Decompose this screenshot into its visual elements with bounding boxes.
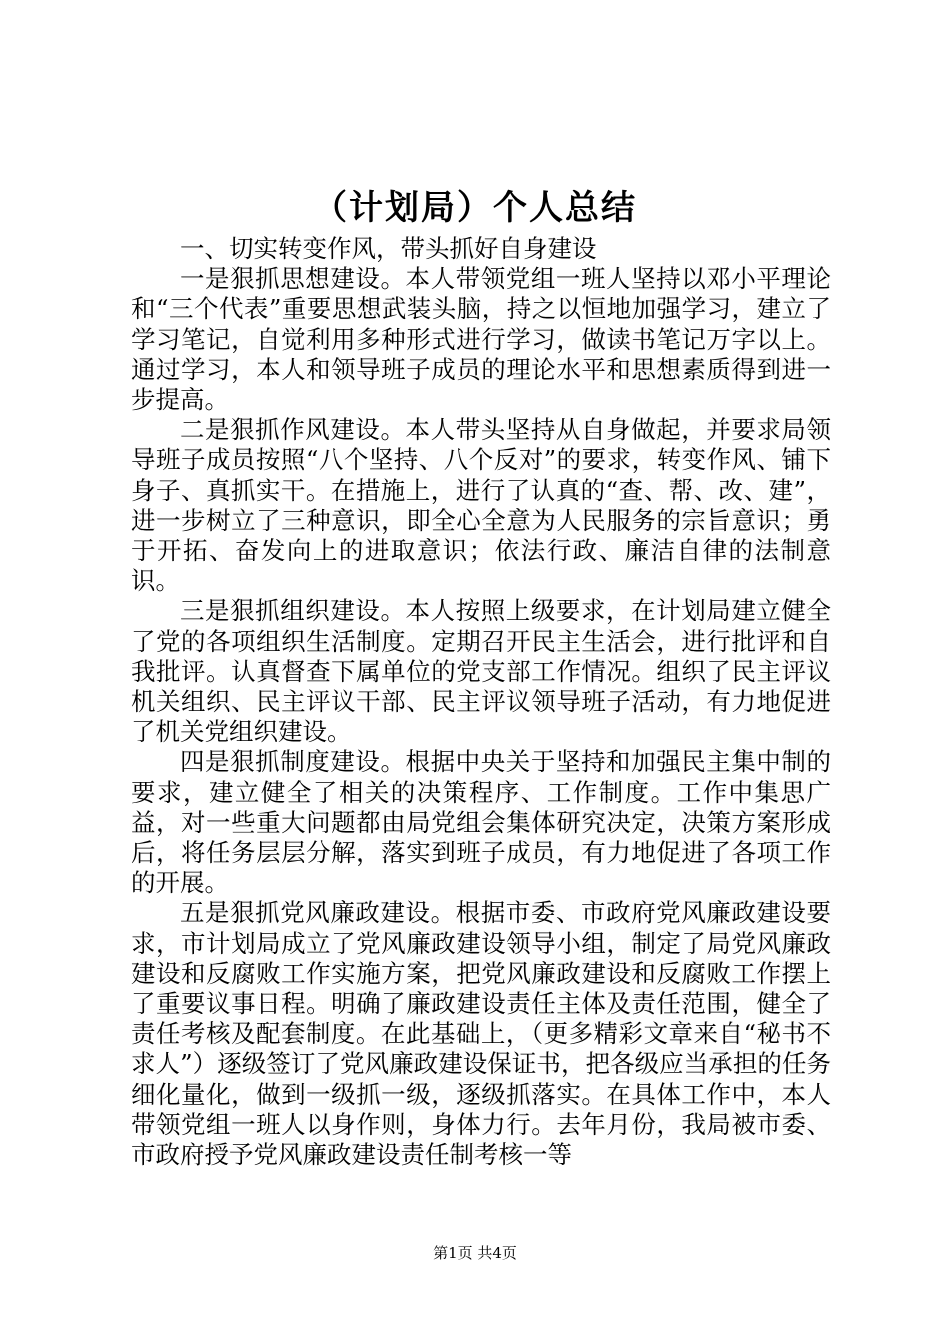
paragraph: 二是狠抓作风建设。本人带头坚持从自身做起，并要求局领导班子成员按照“八个坚持、八个反对”的要求，转变作风、铺下身子、真抓实干。在措施上，进行了认真的“查、帮、改、建”，进一步树立了三种意识，即全心全意为人民服务的宗旨意识；勇于开拓、奋发向上的进取意识；依法行政、廉洁自律的法制意识。: [131, 415, 831, 596]
document-title: （计划局）个人总结: [313, 188, 637, 228]
paragraph: 四是狠抓制度建设。根据中央关于坚持和加强民主集中制的要求，建立健全了相关的决策程序、工作制度。工作中集思广益，对一些重大问题都由局党组会集体研究决定，决策方案形成后，将任务层层分解，落实到班子成员，有力地促进了各项工作的开展。: [131, 747, 831, 898]
paragraph: 五是狠抓党风廉政建设。根据市委、市政府党风廉政建设要求，市计划局成立了党风廉政建设领导小组，制定了局党风廉政建设和反腐败工作实施方案，把党风廉政建设和反腐败工作摆上了重要议事日程。明确了廉政建设责任主体及责任范围，健全了责任考核及配套制度。在此基础上，（更多精彩文章来自“秘书不求人”）逐级签订了党风廉政建设保证书，把各级应当承担的任务细化量化，做到一级抓一级，逐级抓落实。在具体工作中，本人带领党组一班人以身作则，身体力行。去年月份，我局被市委、市政府授予党风廉政建设责任制考核一等: [131, 898, 831, 1170]
section-heading: 一、切实转变作风，带头抓好自身建设: [180, 234, 597, 263]
paragraph: 三是狠抓组织建设。本人按照上级要求，在计划局建立健全了党的各项组织生活制度。定期召开民主生活会，进行批评和自我批评。认真督查下属单位的党支部工作情况。组织了民主评议机关组织、民主评议干部、民主评议领导班子活动，有力地促进了机关党组织建设。: [131, 596, 831, 747]
page-number-footer: 第1页 共4页: [433, 1244, 517, 1262]
document-body: [131, 234, 831, 1170]
paragraph: 一是狠抓思想建设。本人带领党组一班人坚持以邓小平理论和“三个代表”重要思想武装头脑，持之以恒地加强学习，建立了学习笔记，自觉利用多种形式进行学习，做读书笔记万字以上。通过学习，本人和领导班子成员的理论水平和思想素质得到进一步提高。: [131, 264, 831, 415]
